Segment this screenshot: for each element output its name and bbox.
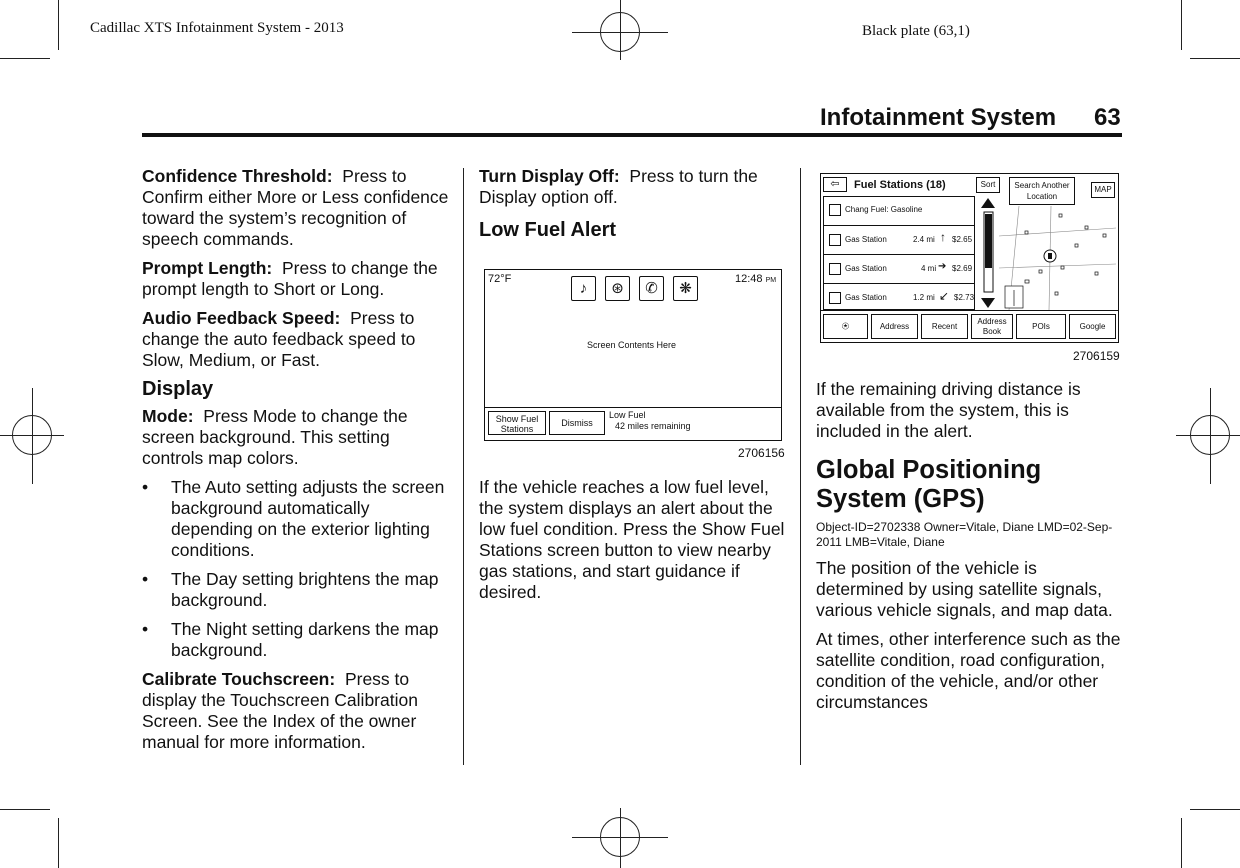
fuel-stations-title: Fuel Stations (18) bbox=[854, 179, 946, 191]
station-distance: 1.2 mi bbox=[913, 293, 935, 302]
header-right: Black plate (63,1) bbox=[862, 23, 970, 39]
show-fuel-stations-button[interactable]: Show Fuel Stations bbox=[488, 411, 546, 435]
figure-number-1: 2706156 bbox=[738, 446, 785, 460]
prompt-text: Press to change the prompt length to Short or Long. bbox=[142, 258, 438, 299]
bullet-item bbox=[142, 619, 450, 661]
header-left: Cadillac XTS Infotainment System - 2013 bbox=[90, 20, 344, 36]
station-price: $2.73 bbox=[954, 293, 975, 302]
sort-button[interactable]: Sort bbox=[976, 177, 1000, 193]
scrollbar-graphic bbox=[979, 196, 998, 310]
low-fuel-alert-title: Low Fuel bbox=[609, 410, 646, 420]
station-row[interactable] bbox=[824, 226, 974, 254]
calibrate-paragraph bbox=[142, 669, 450, 753]
voice-command-icon[interactable]: ⍟ bbox=[823, 314, 868, 339]
calibrate-label: Calibrate Touchscreen: bbox=[142, 669, 336, 689]
station-checkbox[interactable] bbox=[829, 263, 841, 275]
dismiss-button[interactable]: Dismiss bbox=[549, 411, 605, 435]
address-button[interactable]: Address bbox=[871, 314, 918, 339]
clock-suffix: PM bbox=[765, 277, 777, 284]
low-fuel-paragraph: If the vehicle reaches a low fuel level, the system displays an alert about the low fuel condition. Press the Show Fuel Stations screen button to view nearby gas stations, and start guidance if desired. bbox=[479, 477, 785, 602]
google-button[interactable]: Google bbox=[1069, 314, 1116, 339]
direction-arrow-icon: ↙ bbox=[939, 289, 950, 303]
bullet-text: The Auto setting adjusts the screen background automatically depending on the exterior lighting conditions. bbox=[171, 477, 445, 560]
station-price: $2.69 bbox=[952, 264, 973, 273]
bullet-item bbox=[142, 477, 450, 561]
mode-text: Press Mode to change the screen background. This setting controls map colors. bbox=[142, 406, 408, 468]
search-another-location-button[interactable]: Search Another Location bbox=[1009, 177, 1075, 205]
mode-paragraph bbox=[142, 406, 450, 469]
station-row[interactable] bbox=[824, 255, 974, 283]
confidence-paragraph bbox=[142, 166, 450, 250]
bullet-dot: • bbox=[142, 477, 149, 497]
low-fuel-screen-figure bbox=[484, 269, 782, 441]
column-divider bbox=[463, 168, 464, 765]
column-3 bbox=[816, 379, 1122, 721]
column-divider bbox=[800, 168, 801, 765]
phone-icon: ✆ bbox=[639, 276, 664, 301]
station-name: Gas Station bbox=[845, 293, 887, 302]
station-name: Gas Station bbox=[845, 235, 887, 244]
screen-contents-label: Screen Contents Here bbox=[587, 340, 677, 350]
button-bar-divider bbox=[821, 310, 1118, 311]
column-2 bbox=[479, 166, 789, 247]
direction-arrow-icon: ➔ bbox=[938, 261, 947, 272]
station-distance: 2.4 mi bbox=[913, 235, 935, 244]
gps-heading: Global Positioning System (GPS) bbox=[816, 456, 1042, 513]
station-price: $2.65 bbox=[952, 235, 973, 244]
page-number: 63 bbox=[1094, 104, 1121, 131]
audio-paragraph bbox=[142, 308, 450, 371]
clock bbox=[735, 273, 776, 285]
object-metadata: Object-ID=2702338 Owner=Vitale, Diane LMD=02-Sep-2011 LMB=Vitale, Diane bbox=[816, 520, 1113, 549]
direction-arrow-icon: ↑ bbox=[940, 230, 946, 244]
turn-display-paragraph bbox=[479, 166, 789, 208]
alert-bar-divider bbox=[485, 407, 781, 408]
gps-interference-paragraph: At times, other interference such as the satellite condition, road configuration, condition of the vehicle, and/or other circumstances bbox=[816, 629, 1121, 712]
crop-mark bbox=[1181, 0, 1182, 50]
station-row[interactable] bbox=[824, 284, 974, 311]
audio-text: Press to change the auto feedback speed to Slow, Medium, or Fast. bbox=[142, 308, 416, 370]
mode-label: Mode: bbox=[142, 406, 194, 426]
turn-display-text: Press to turn the Display option off. bbox=[479, 166, 758, 207]
distance-paragraph: If the remaining driving distance is available from the system, this is included in the alert. bbox=[816, 379, 1081, 441]
bullet-dot: • bbox=[142, 619, 149, 639]
station-checkbox[interactable] bbox=[829, 292, 841, 304]
confidence-label: Confidence Threshold: bbox=[142, 166, 333, 186]
crop-mark bbox=[1181, 818, 1182, 868]
audio-label: Audio Feedback Speed: bbox=[142, 308, 341, 328]
map-button[interactable]: MAP bbox=[1091, 182, 1115, 198]
turn-display-label: Turn Display Off: bbox=[479, 166, 620, 186]
column-2-body bbox=[479, 477, 789, 611]
filter-row-label: Chang Fuel: Gasoline bbox=[845, 205, 923, 214]
column-1 bbox=[142, 166, 450, 761]
crop-mark bbox=[58, 0, 59, 50]
clock-time: 12:48 bbox=[735, 273, 763, 285]
temperature-readout: 72°F bbox=[488, 273, 512, 285]
climate-icon: ❋ bbox=[673, 276, 698, 301]
gps-position-paragraph: The position of the vehicle is determined by using satellite signals, various vehicle signals, and map data. bbox=[816, 558, 1113, 620]
music-icon: ♪ bbox=[571, 276, 596, 301]
low-fuel-heading: Low Fuel Alert bbox=[479, 219, 617, 241]
fuel-stations-figure bbox=[820, 173, 1119, 343]
station-distance: 4 mi bbox=[921, 264, 937, 273]
prompt-label: Prompt Length: bbox=[142, 258, 273, 278]
station-checkbox[interactable] bbox=[829, 234, 841, 246]
crop-mark bbox=[1190, 809, 1240, 810]
low-fuel-alert-detail: 42 miles remaining bbox=[615, 421, 691, 431]
station-name: Gas Station bbox=[845, 264, 887, 273]
bullet-text: The Day setting brightens the map background. bbox=[171, 569, 439, 610]
crop-mark bbox=[0, 809, 50, 810]
crop-mark bbox=[58, 818, 59, 868]
map-preview[interactable] bbox=[999, 206, 1116, 310]
address-book-button[interactable]: Address Book bbox=[971, 314, 1013, 339]
calibrate-text: Press to display the Touchscreen Calibration Screen. See the Index of the owner manual for more information. bbox=[142, 669, 418, 752]
bullet-dot: • bbox=[142, 569, 149, 589]
prompt-paragraph bbox=[142, 258, 450, 300]
confidence-text: Press to Confirm either More or Less confidence toward the system’s recognition of speech commands. bbox=[142, 166, 449, 249]
station-list bbox=[823, 196, 975, 310]
filter-checkbox[interactable] bbox=[829, 204, 841, 216]
crop-mark bbox=[0, 58, 50, 59]
bullet-text: The Night setting darkens the map background. bbox=[171, 619, 439, 660]
back-arrow-icon[interactable]: ⇦ bbox=[823, 177, 847, 192]
bullet-item bbox=[142, 569, 450, 611]
display-heading: Display bbox=[142, 378, 214, 400]
running-head: Infotainment System bbox=[820, 104, 1057, 131]
recent-button[interactable]: Recent bbox=[921, 314, 968, 339]
navigation-icon: ⊛ bbox=[605, 276, 630, 301]
crop-mark bbox=[1190, 58, 1240, 59]
figure-number-2: 2706159 bbox=[1073, 349, 1120, 363]
pois-button[interactable]: POIs bbox=[1016, 314, 1066, 339]
list-scrollbar[interactable] bbox=[979, 196, 998, 310]
header-rule bbox=[142, 133, 1122, 137]
